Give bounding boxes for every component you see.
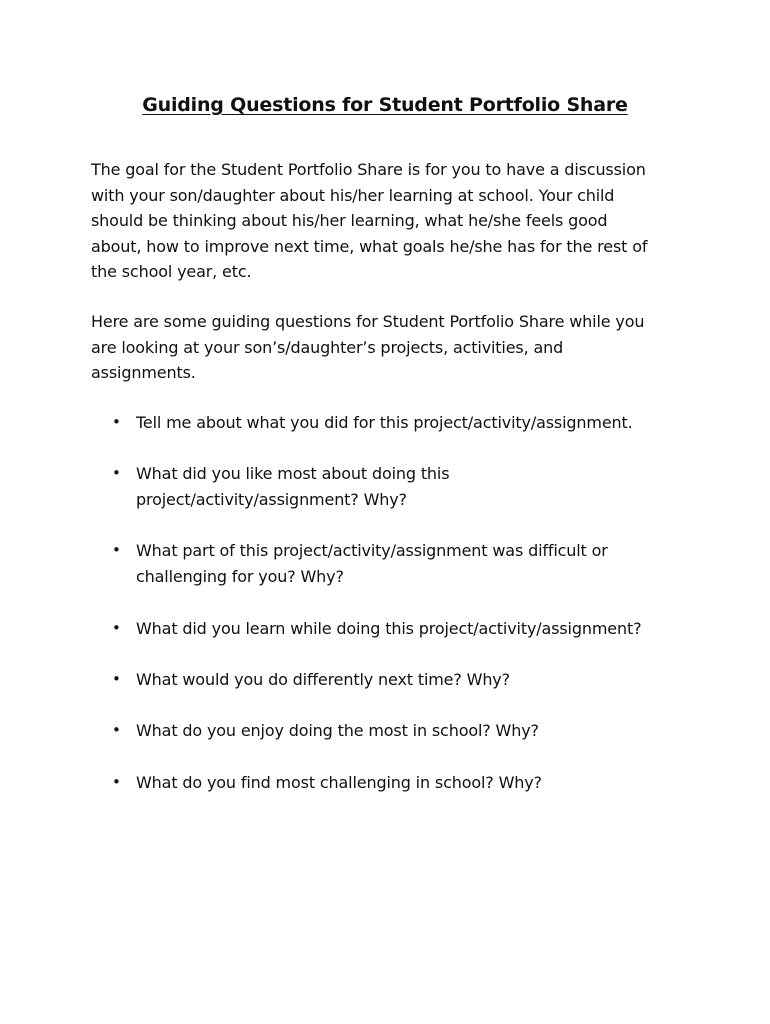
intro-line: The goal for the Student Portfolio Share is for you to have a discussion [91,160,646,179]
guide-line: assignments. [91,363,196,382]
bullet-icon: • [112,619,121,637]
question-line: What part of this project/activity/assignment was difficult or [136,541,608,560]
bullet-icon: • [112,541,121,559]
guide-paragraph [91,309,691,386]
question-item [112,667,682,693]
bullet-icon: • [112,464,121,482]
question-text [136,718,682,744]
document-title: Guiding Questions for Student Portfolio Share [142,94,628,116]
question-item [112,538,682,589]
question-line: Tell me about what you did for this project/activity/assignment. [136,413,633,432]
question-line: challenging for you? Why? [136,566,344,586]
question-line: What did you like most about doing this [136,464,450,483]
question-item [112,410,682,436]
intro-line: should be thinking about his/her learning, what he/she feels good [91,211,608,230]
question-item [112,770,682,796]
question-item [112,461,682,512]
guide-line: Here are some guiding questions for Student Portfolio Share while you [91,312,645,331]
intro-paragraph [91,157,691,285]
question-item [112,616,682,642]
question-text [136,616,682,642]
guide-line: are looking at your son’s/daughter’s projects, activities, and [91,337,564,357]
question-line: What do you find most challenging in school? Why? [136,773,542,792]
question-text [136,410,682,436]
question-line: What would you do differently next time? Why? [136,670,510,689]
question-text [136,770,682,796]
question-line: project/activity/assignment? Why? [136,489,407,509]
intro-line: about, how to improve next time, what goals he/she has for the rest of [91,236,648,256]
bullet-icon: • [112,773,121,791]
question-text [136,667,682,693]
intro-line: the school year, etc. [91,262,252,281]
question-item [112,718,682,744]
question-line: What do you enjoy doing the most in school? Why? [136,721,539,740]
question-text [136,461,682,512]
bullet-icon: • [112,670,121,688]
bullet-icon: • [112,721,121,739]
question-text [136,538,682,589]
bullet-icon: • [112,413,121,431]
question-line: What did you learn while doing this project/activity/assignment? [136,619,642,638]
intro-line: with your son/daughter about his/her learning at school. Your child [91,185,615,205]
